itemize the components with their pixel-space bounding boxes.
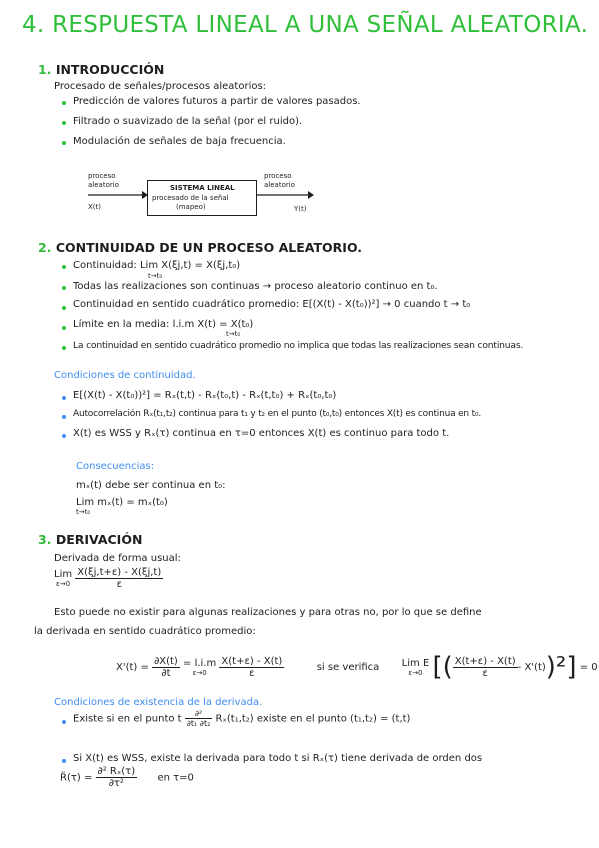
condition-text: en τ=0 xyxy=(157,772,194,784)
fraction-denominator: ε xyxy=(249,667,255,679)
section-number: 3. xyxy=(38,532,52,547)
list-item: E[(X(t) - X(t₀))²] = Rₓ(t,t) - Rₓ(t₀,t) - Rₓ(t,t₀) + Rₓ(t₀,t₀) xyxy=(73,390,337,401)
input-variable: X(t) xyxy=(88,203,102,211)
bullet-icon xyxy=(62,326,66,330)
list-item: Filtrado o suavizado de la señal (por el ruido). xyxy=(73,116,303,127)
limit-expectation: Lim E xyxy=(401,657,430,669)
equation-lhs: R̈(τ) = xyxy=(60,772,93,784)
limit-subscript: ε→0 xyxy=(408,668,423,677)
arrow-icon xyxy=(256,190,314,200)
list-item: Continuidad en sentido cuadrático promedio: E[(X(t) - X(t₀))²] → 0 cuando t → t₀ xyxy=(73,299,471,310)
consequence-formula: Lim mₓ(t) = mₓ(t₀) xyxy=(76,497,168,508)
bullet-icon xyxy=(62,759,66,763)
fraction-numerator: X(ξj,t+ε) - X(ξj,t) xyxy=(77,567,162,578)
subheading: Condiciones de existencia de la derivada. xyxy=(54,697,263,708)
fraction-numerator: ∂² Rₓ(τ) xyxy=(97,766,136,777)
list-item: Predicción de valores futuros a partir de valores pasados. xyxy=(73,96,361,107)
bullet-icon xyxy=(62,306,66,310)
equation-term: - X'(t) xyxy=(517,662,546,673)
condition-text: Rₓ(t₁,t₂) existe en el punto (t₁,t₂) = (t,t) xyxy=(215,713,411,725)
list-item: La continuidad en sentido cuadrático promedio no implica que todas las realizaciones sean continuas. xyxy=(73,340,524,351)
input-label: aleatorio xyxy=(88,181,119,189)
limit-in-mean: = l.i.m xyxy=(183,657,217,669)
list-item: X(t) es WSS y Rₓ(τ) continua en τ=0 entonces X(t) es continuo para todo t. xyxy=(73,428,450,439)
bullet-icon xyxy=(62,286,66,290)
limit-subscript: ε→0 xyxy=(55,580,71,588)
list-item: Modulación de señales de baja frecuencia. xyxy=(73,136,286,147)
bullet-icon xyxy=(62,720,66,724)
section-number: 1. xyxy=(38,62,52,77)
limit-symbol: Lim xyxy=(54,569,73,580)
output-variable: Y(t) xyxy=(294,205,307,213)
limit-subscript: t→t₀ xyxy=(226,330,241,338)
consequence-text: mₓ(t) debe ser continua en t₀: xyxy=(76,480,226,491)
condition-text: si se verifica xyxy=(316,662,380,673)
bullet-icon xyxy=(62,121,66,125)
fraction-numerator: X(t+ε) - X(t) xyxy=(221,655,283,667)
subheading: Condiciones de continuidad. xyxy=(54,370,196,381)
bullet-icon xyxy=(62,396,66,400)
section-title: DERIVACIÓN xyxy=(55,532,143,547)
second-derivative-formula xyxy=(60,766,194,789)
bullet-icon xyxy=(62,141,66,145)
limit-subscript: ε→0 xyxy=(192,668,207,677)
system-box-subtitle: procesado de la señal xyxy=(152,194,229,202)
bullet-icon xyxy=(62,434,66,438)
section-2-heading xyxy=(38,240,362,255)
list-item: Si X(t) es WSS, existe la derivada para todo t si Rₓ(τ) tiene derivada de orden dos xyxy=(73,753,483,764)
arrow-icon xyxy=(88,190,148,200)
system-box-note: (mapeo) xyxy=(176,203,206,211)
intro-text: Derivada de forma usual: xyxy=(54,553,181,564)
section-1-heading xyxy=(38,62,164,77)
intro-text: Procesado de señales/procesos aleatorios: xyxy=(54,81,267,92)
fraction-denominator: ε xyxy=(482,667,488,679)
condition-text: Existe si en el punto t xyxy=(73,713,182,725)
bullet-icon xyxy=(62,346,66,350)
bullet-icon xyxy=(62,415,66,419)
fraction-denominator: ∂τ² xyxy=(108,778,124,789)
list-item: Todas las realizaciones son continuas → proceso aleatorio continuo en t₀. xyxy=(73,281,438,292)
fraction-denominator: ∂t₁ ∂t₂ xyxy=(186,719,211,728)
bullet-icon xyxy=(62,265,66,269)
input-label: proceso xyxy=(88,172,116,180)
fraction-denominator: ε xyxy=(116,579,122,590)
output-label: proceso xyxy=(264,172,292,180)
system-box-title: SISTEMA LINEAL xyxy=(170,184,235,192)
equation-lhs: X'(t) = xyxy=(116,662,149,673)
section-title: CONTINUIDAD DE UN PROCESO ALEATORIO. xyxy=(55,240,363,255)
section-title: INTRODUCCIÓN xyxy=(55,62,165,77)
fraction-numerator: ∂² xyxy=(185,709,213,719)
section-3-heading xyxy=(38,532,142,547)
bullet-icon xyxy=(62,101,66,105)
limit-subscript: t→t₀ xyxy=(76,508,91,516)
page-title: 4. RESPUESTA LINEAL A UNA SEÑAL ALEATORIA. xyxy=(22,12,589,38)
list-item: Continuidad: Lim X(ξj,t) = X(ξj,t₀) xyxy=(73,260,241,271)
list-item xyxy=(73,709,410,728)
fraction-numerator: X(t+ε) - X(t) xyxy=(454,655,516,667)
output-label: aleatorio xyxy=(264,181,295,189)
section-number: 2. xyxy=(38,240,52,255)
list-item: Autocorrelación Rₓ(t₁,t₂) continua para t₁ y t₂ en el punto (t₀,t₀) entonces X(t) es continua en t₀. xyxy=(73,409,481,419)
paragraph: Esto puede no existir para algunas realizaciones y para otras no, por lo que se define xyxy=(54,607,482,618)
subheading: Consecuencias: xyxy=(76,461,155,472)
list-item: Límite en la media: l.i.m X(t) = X(t₀) xyxy=(73,319,254,330)
fraction-denominator: ∂t xyxy=(161,667,171,679)
limit-subscript: t→t₀ xyxy=(148,272,163,280)
derivative-formula xyxy=(54,567,163,590)
equation-rhs: = 0 xyxy=(579,662,598,673)
fraction-numerator: ∂X(t) xyxy=(154,655,178,667)
paragraph: la derivada en sentido cuadrático promedio: xyxy=(34,626,256,637)
ms-derivative-equation: X'(t) = $\frac{\partial X(t)}{\partial t}$ = l.i.m ε→0 $\frac{X(t+\varepsilon) - X(t)}{\varepsilon}$ si se verifica Lim E ε→0 [( $\frac{X(t+\varepsilon) - X(t)}{\varepsilon}$ - X'(t))²] = 0 xyxy=(116,652,598,682)
